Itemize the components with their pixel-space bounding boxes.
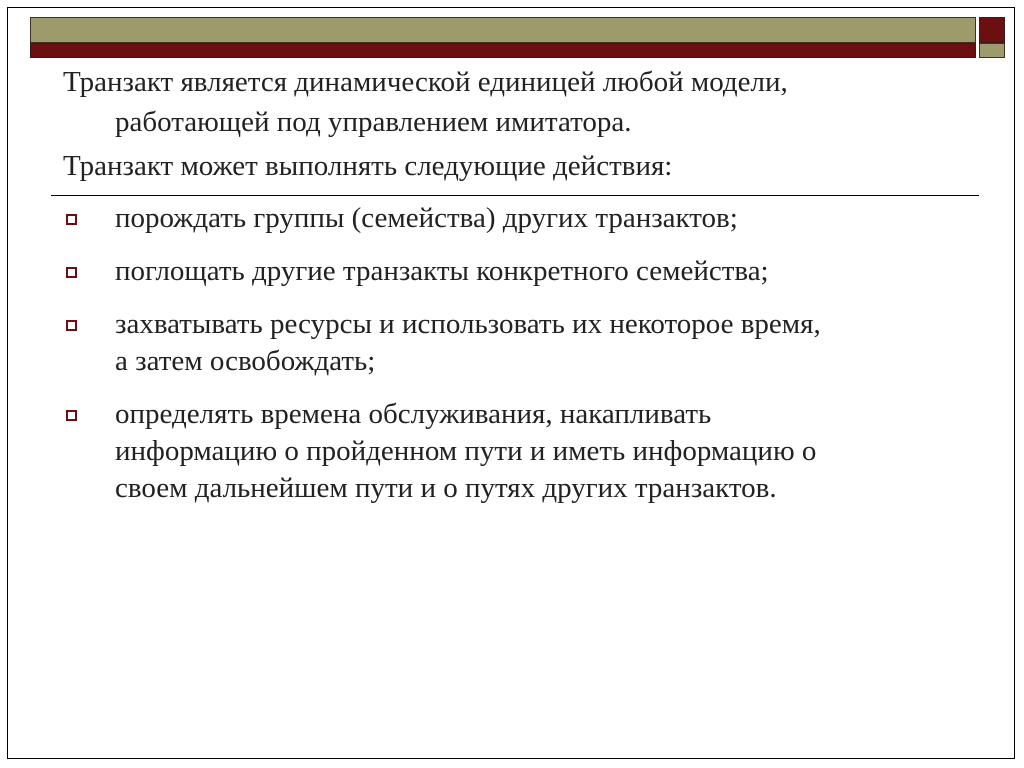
intro-line-2: работающей под управлением имитатора. (115, 106, 632, 138)
hollow-square-icon (66, 214, 77, 225)
header-band-maroon (30, 43, 976, 58)
hollow-square-icon (66, 320, 77, 331)
divider-line (51, 195, 979, 196)
bullet-text: своем дальнейшем пути и о путях других транзактов. (115, 472, 777, 504)
header-band-olive (30, 17, 976, 43)
bullet-item (63, 306, 963, 380)
intro-text (63, 62, 963, 186)
corner-block-maroon (979, 17, 1005, 43)
bullet-text: поглощать другие транзакты конкретного семейства; (115, 255, 769, 287)
bullet-text: порождать группы (семейства) других транзактов; (115, 202, 738, 234)
intro-line-1: Транзакт является динамической единицей любой модели, (63, 66, 788, 98)
bullet-text: информацию о пройденном пути и иметь информацию о (115, 435, 817, 467)
hollow-square-icon (66, 267, 77, 278)
bullet-text: захватывать ресурсы и использовать их некоторое время, (115, 308, 821, 340)
bullet-item (63, 396, 963, 507)
bullet-item (63, 200, 963, 237)
corner-block-olive (979, 43, 1005, 58)
hollow-square-icon (66, 410, 77, 421)
bullet-list (63, 200, 963, 523)
bullet-text: определять времена обслуживания, накапливать (115, 398, 712, 430)
bullet-text: а затем освобождать; (115, 345, 376, 377)
bullet-item (63, 253, 963, 290)
intro-line-3: Транзакт может выполнять следующие действия: (63, 150, 673, 182)
